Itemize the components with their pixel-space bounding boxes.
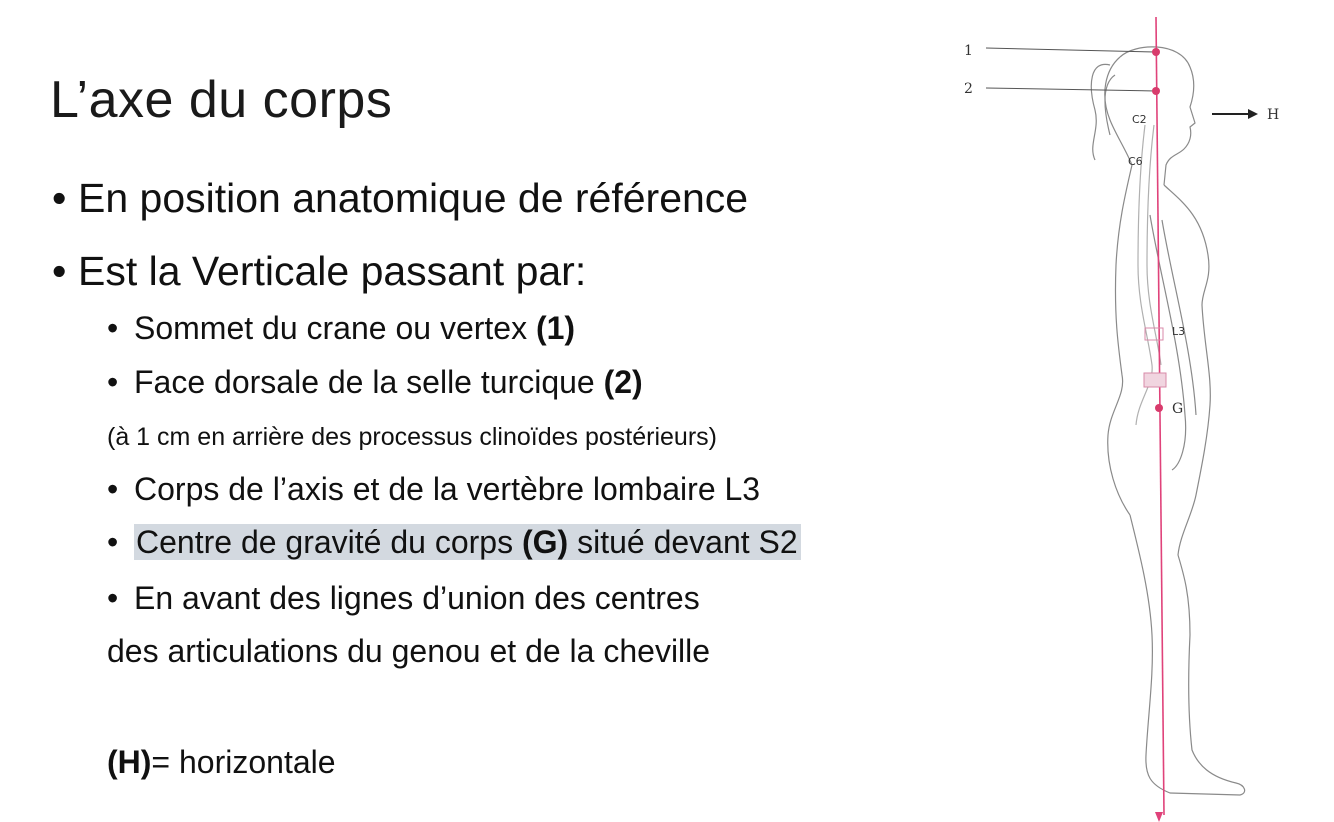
vertical-axis-line [1156,17,1164,815]
horizontal-legend [107,744,336,781]
bullet-dot: • [52,175,67,221]
knee-ankle-continuation: des articulations du genou et de la cheville [107,633,711,669]
item-vertex [107,310,575,347]
label-c6: C6 [1128,155,1143,168]
bullet-vertical-line [52,248,586,295]
label-2: 2 [964,81,973,97]
item-text: En avant des lignes d’union des centres [134,580,700,616]
item-text: Sommet du crane ou vertex [134,310,536,346]
bullet-anatomic-position [52,175,748,222]
body-axis-figure [940,15,1334,822]
h-arrow-icon [1248,109,1258,119]
h-text: = horizontale [151,744,336,780]
item-text: situé devant S2 [568,524,798,560]
vertex-point [1152,48,1160,56]
label-l3: L3 [1172,325,1186,338]
item-ref: (G) [521,524,569,560]
item-selle-turcique [107,364,643,401]
bullet-dot: • [107,524,119,560]
item-text: Face dorsale de la selle turcique [134,364,604,400]
bullet-dot: • [107,580,119,616]
item-text: Centre de gravité du corps [136,524,522,560]
body-outline [1091,47,1244,795]
axis-arrowhead [1155,812,1163,822]
item-ref: (2) [603,364,643,400]
bullet-dot: • [107,310,119,346]
leader-line-1 [986,48,1156,52]
bullet-text: Est la Verticale passant par: [78,248,587,294]
leader-line-2 [986,88,1156,91]
label-c2: C2 [1132,113,1147,126]
h-ref: (H) [107,744,152,780]
label-g: G [1172,401,1184,417]
item-text: Corps de l’axis et de la vertèbre lombaire L3 [134,471,761,507]
sacrum-mark [1144,373,1166,387]
label-h: H [1267,107,1280,123]
selle-note: (à 1 cm en arrière des processus clinoïdes postérieurs) [107,423,717,451]
label-1: 1 [964,43,973,59]
bullet-dot: • [52,248,67,294]
item-knee-ankle [107,580,700,617]
selle-turcique-point [1152,87,1160,95]
item-gravity-center [107,524,801,561]
bullet-dot: • [107,471,119,507]
item-ref: (1) [535,310,576,346]
slide-title: L’axe du corps [50,71,393,129]
highlighted-text[interactable] [134,524,801,560]
body-axis-illustration [940,15,1334,822]
bullet-dot: • [107,364,119,400]
gravity-center-point [1155,404,1163,412]
bullet-text: En position anatomique de référence [78,175,749,221]
item-axis-l3 [107,471,760,508]
